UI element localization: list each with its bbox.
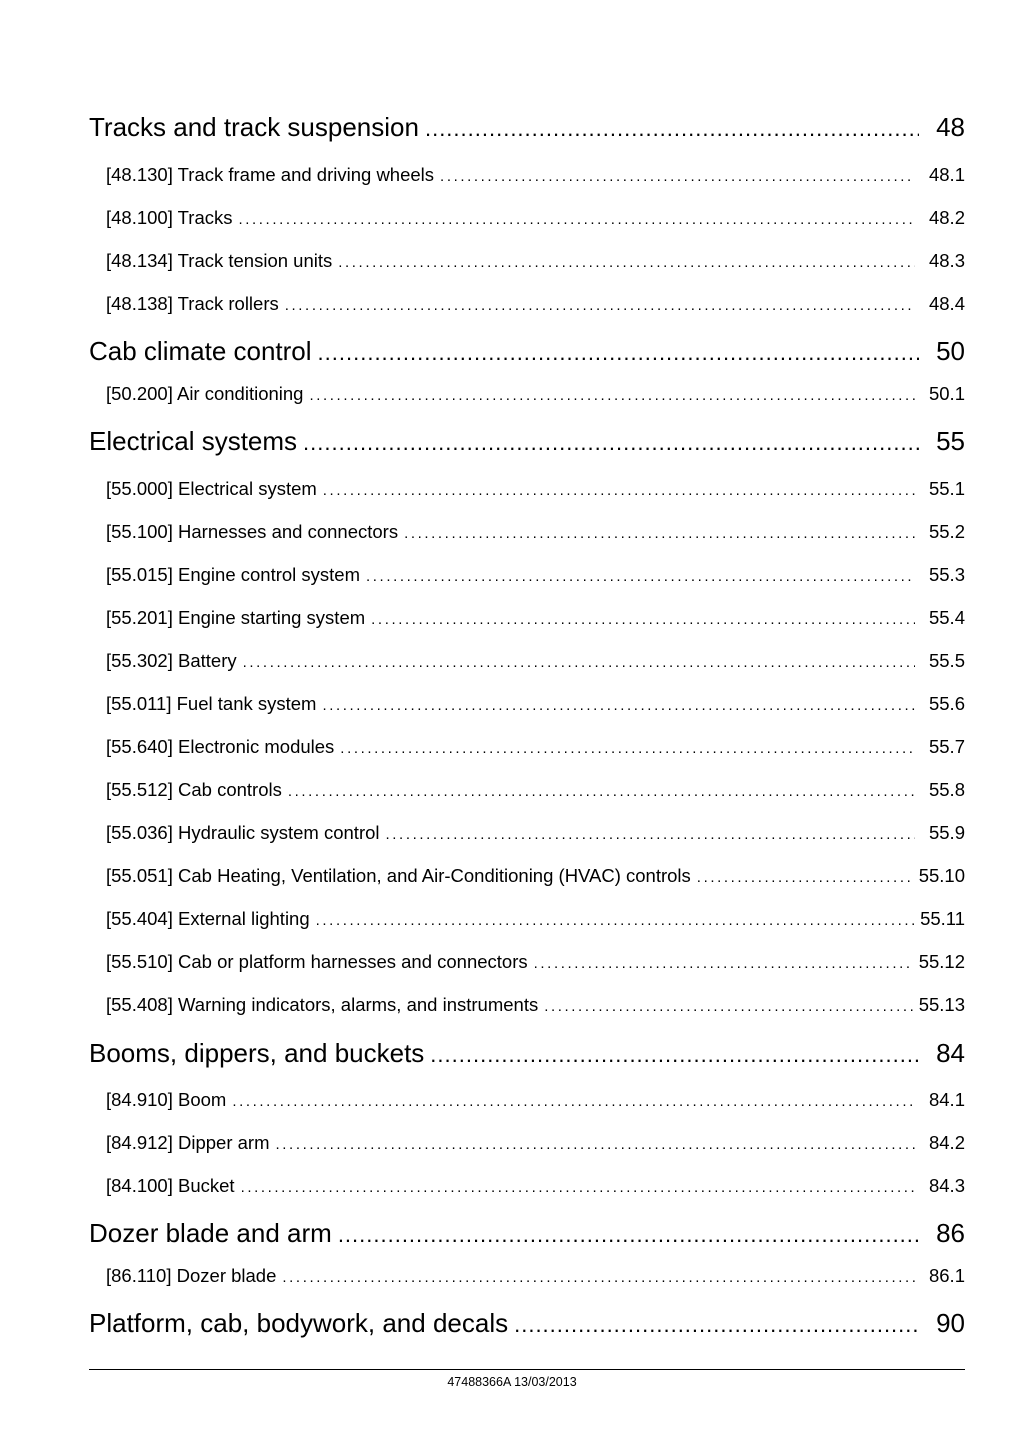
dot-leader (514, 1312, 919, 1338)
toc-entry-page: 90 (936, 1308, 965, 1338)
toc-entry-page: 84.3 (928, 1175, 965, 1196)
toc-entry-title: Booms, dippers, and buckets (89, 1038, 425, 1068)
toc-entry-page: 55.4 (928, 607, 965, 628)
toc-entry-title: [55.640] Electronic modules (106, 736, 335, 757)
toc-subentry[interactable] (89, 1089, 965, 1111)
dot-leader (371, 611, 915, 628)
dot-leader (366, 568, 915, 585)
toc-entry-page: 84 (936, 1038, 965, 1068)
toc-subentry[interactable] (89, 250, 965, 272)
toc-entry-page: 48.1 (928, 164, 965, 185)
toc-entry-page: 48.3 (928, 250, 965, 271)
dot-leader (318, 340, 919, 366)
toc-entry-page: 55.13 (918, 994, 965, 1015)
dot-leader (323, 482, 915, 499)
toc-subentry[interactable] (89, 693, 965, 715)
dot-leader (309, 387, 915, 404)
dot-leader (430, 1042, 919, 1068)
toc-entry-title: [50.200] Air conditioning (106, 383, 304, 404)
toc-subentry[interactable] (89, 1132, 965, 1154)
toc-section-cab-climate[interactable] (89, 336, 965, 367)
toc-entry-page: 50 (936, 336, 965, 366)
dot-leader (322, 697, 915, 714)
toc-entry-title: [48.138] Track rollers (106, 293, 279, 314)
toc-subentry[interactable] (89, 607, 965, 629)
dot-leader (338, 1222, 919, 1248)
dot-leader (544, 998, 912, 1015)
toc-entry-page: 55.12 (918, 951, 965, 972)
dot-leader (232, 1093, 915, 1110)
toc-entry-page: 55 (936, 426, 965, 456)
dot-leader (238, 211, 915, 228)
toc-entry-page: 48 (936, 112, 965, 142)
toc-subentry[interactable] (89, 1175, 965, 1197)
toc-entry-page: 55.1 (928, 478, 965, 499)
toc-subentry[interactable] (89, 908, 965, 930)
toc-entry-title: [48.134] Track tension units (106, 250, 333, 271)
toc-entry-page: 86.1 (928, 1265, 965, 1286)
toc-section-platform[interactable] (89, 1308, 965, 1339)
toc-section-electrical[interactable] (89, 426, 965, 457)
toc-entry-page: 50.1 (928, 383, 965, 404)
toc-entry-title: Platform, cab, bodywork, and decals (89, 1308, 509, 1338)
dot-leader (285, 297, 915, 314)
toc-subentry[interactable] (89, 865, 965, 887)
toc-entry-page: 84.2 (928, 1132, 965, 1153)
toc-entry-page: 55.7 (928, 736, 965, 757)
dot-leader (316, 912, 914, 929)
toc-entry-title: [55.036] Hydraulic system control (106, 822, 380, 843)
toc-entry-page: 55.2 (928, 521, 965, 542)
toc-entry-page: 48.2 (928, 207, 965, 228)
toc-subentry[interactable] (89, 564, 965, 586)
dot-leader (303, 430, 919, 456)
toc-entry-page: 55.5 (928, 650, 965, 671)
dot-leader (386, 826, 915, 843)
toc-entry-title: Electrical systems (89, 426, 298, 456)
footer-doc-id: 47488366A 13/03/2013 (447, 1375, 577, 1389)
toc-entry-title: Dozer blade and arm (89, 1218, 332, 1248)
toc-entry-page: 55.9 (928, 822, 965, 843)
dot-leader (697, 869, 913, 886)
toc-subentry[interactable] (89, 207, 965, 229)
toc-entry-page: 55.11 (920, 908, 965, 929)
toc-entry-title: [55.000] Electrical system (106, 478, 317, 499)
toc-entry-title: [55.011] Fuel tank system (106, 693, 317, 714)
toc-entry-title: [55.302] Battery (106, 650, 237, 671)
toc-entry-page: 55.10 (918, 865, 965, 886)
toc-entry-title: [55.051] Cab Heating, Ventilation, and Air-Conditioning (HVAC) controls (106, 865, 691, 886)
dot-leader (276, 1136, 915, 1153)
dot-leader (425, 116, 919, 142)
toc-entry-title: Cab climate control (89, 336, 312, 366)
dot-leader (288, 783, 915, 800)
toc-subentry[interactable] (89, 293, 965, 315)
toc-subentry[interactable] (89, 951, 965, 973)
toc-entry-title: [84.912] Dipper arm (106, 1132, 270, 1153)
toc-subentry[interactable] (89, 822, 965, 844)
toc-entry-title: [86.110] Dozer blade (106, 1265, 277, 1286)
toc-entry-page: 84.1 (928, 1089, 965, 1110)
toc-entry-page: 55.3 (928, 564, 965, 585)
dot-leader (338, 254, 915, 271)
toc-entry-title: [55.201] Engine starting system (106, 607, 366, 628)
toc-entry-title: [48.130] Track frame and driving wheels (106, 164, 435, 185)
toc-entry-title: [55.404] External lighting (106, 908, 310, 929)
toc-entry-title: [55.015] Engine control system (106, 564, 361, 585)
dot-leader (241, 1179, 915, 1196)
toc-entry-title: [55.512] Cab controls (106, 779, 282, 800)
toc-subentry[interactable] (89, 164, 965, 186)
toc-subentry[interactable] (89, 1265, 965, 1287)
dot-leader (404, 525, 915, 542)
toc-subentry[interactable] (89, 650, 965, 672)
dot-leader (243, 654, 915, 671)
toc-entry-title: [55.510] Cab or platform harnesses and connectors (106, 951, 528, 972)
dot-leader (440, 168, 915, 185)
toc-entry-title: Tracks and track suspension (89, 112, 419, 142)
footer-rule (89, 1369, 965, 1370)
toc-section-booms[interactable] (89, 1038, 965, 1069)
dot-leader (282, 1269, 915, 1286)
toc-subentry[interactable] (89, 779, 965, 801)
toc-entry-title: [84.910] Boom (106, 1089, 227, 1110)
toc-entry-title: [48.100] Tracks (106, 207, 233, 228)
toc-subentry[interactable] (89, 736, 965, 758)
toc-entry-title: [55.100] Harnesses and connectors (106, 521, 399, 542)
toc-subentry[interactable] (89, 383, 965, 405)
toc-entry-page: 86 (936, 1218, 965, 1248)
toc-entry-page: 55.6 (928, 693, 965, 714)
toc-entry-page: 48.4 (928, 293, 965, 314)
toc-subentry[interactable] (89, 994, 965, 1016)
dot-leader (534, 955, 913, 972)
toc-subentry[interactable] (89, 521, 965, 543)
toc-entry-title: [55.408] Warning indicators, alarms, and instruments (106, 994, 539, 1015)
toc-section-tracks[interactable] (89, 112, 965, 143)
toc-entry-title: [84.100] Bucket (106, 1175, 235, 1196)
toc-entry-page: 55.8 (928, 779, 965, 800)
toc-subentry[interactable] (89, 478, 965, 500)
toc-section-dozer[interactable] (89, 1218, 965, 1249)
dot-leader (340, 740, 915, 757)
